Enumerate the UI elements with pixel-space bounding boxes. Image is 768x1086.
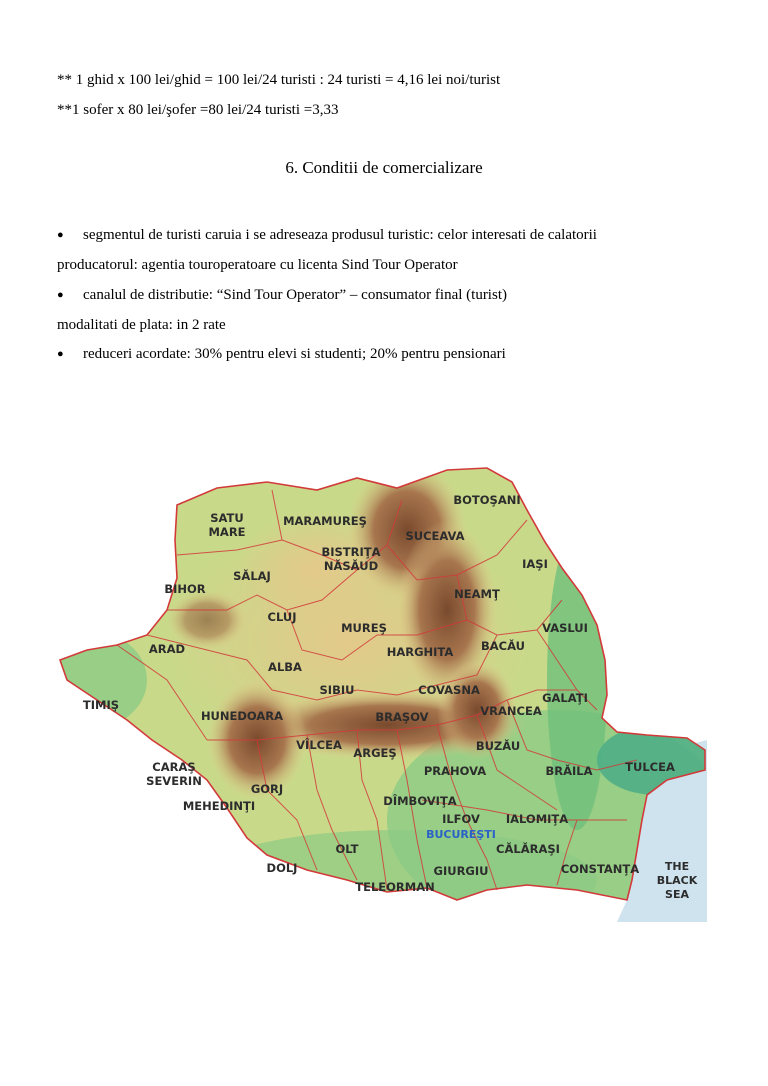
county-label-brasov: BRAŞOV: [375, 710, 429, 724]
county-label-gorj: GORJ: [250, 782, 284, 796]
calc-driver-line: **1 sofer x 80 lei/şofer =80 lei/24 turisti =3,33: [57, 102, 339, 118]
sea-label-3: SEA: [665, 888, 689, 901]
list-item-discounts: reduceri acordate: 30% pentru elevi si studenti; 20% pentru pensionari: [83, 346, 506, 362]
county-label-covasna: COVASNA: [418, 683, 480, 697]
county-label-calarasi: CĂLĂRAŞI: [496, 842, 560, 856]
county-label-mures: MUREŞ: [341, 621, 387, 635]
county-label-satu-mare-2: MARE: [208, 525, 246, 539]
county-label-botosani: BOTOŞANI: [453, 493, 521, 507]
county-label-braila: BRĂILA: [545, 764, 593, 778]
county-label-bistrita-1: BISTRIŢA: [321, 545, 381, 559]
county-label-arad: ARAD: [148, 642, 186, 656]
county-label-buzau: BUZĂU: [475, 739, 521, 753]
county-label-prahova: PRAHOVA: [423, 764, 487, 778]
county-label-alba: ALBA: [268, 660, 302, 674]
county-label-bihor: BIHOR: [164, 582, 206, 596]
county-label-mehedinti: MEHEDINŢI: [182, 799, 256, 813]
county-label-bacau: BACĂU: [481, 639, 525, 653]
county-label-satu-mare-1: SATU: [210, 511, 244, 525]
sea-label-2: BLACK: [656, 874, 698, 887]
county-label-constanta: CONSTANŢA: [560, 862, 640, 876]
list-item-payment: modalitati de plata: in 2 rate: [57, 317, 226, 333]
county-label-tulcea: TULCEA: [625, 760, 675, 774]
county-label-giurgiu: GIURGIU: [433, 864, 489, 878]
sea-label-1: THE: [664, 860, 690, 873]
county-label-teleorman: TELEORMAN: [355, 880, 435, 894]
section-title: 6. Conditii de comercializare: [285, 158, 483, 177]
county-label-bistrita-2: NĂSĂUD: [323, 559, 379, 573]
county-label-caras-2: SEVERIN: [146, 774, 202, 788]
county-label-neamt: NEAMŢ: [454, 587, 500, 601]
county-label-harghita: HARGHITA: [386, 645, 454, 659]
county-label-salaj: SĂLAJ: [233, 569, 271, 583]
calc-guide-line: ** 1 ghid x 100 lei/ghid = 100 lei/24 turisti : 24 turisti = 4,16 lei noi/turist: [57, 72, 501, 88]
county-label-arges: ARGEŞ: [353, 746, 397, 760]
county-label-vaslui: VASLUI: [542, 621, 588, 635]
bullet-icon: ●: [57, 229, 64, 241]
county-label-maramures: MARAMUREŞ: [283, 514, 367, 528]
bullet-icon: ●: [57, 289, 64, 301]
county-label-dolj: DOLJ: [266, 861, 298, 875]
county-label-suceava: SUCEAVA: [405, 529, 465, 543]
county-label-olt: OLT: [335, 842, 359, 856]
bullet-icon: ●: [57, 348, 64, 360]
county-label-timis: TIMIŞ: [82, 698, 120, 712]
county-label-sibiu: SIBIU: [319, 683, 355, 697]
romania-relief-map: [57, 460, 707, 922]
county-label-galati: GALAŢI: [542, 691, 588, 705]
list-item-segment: segmentul de turisti caruia i se adreseaza produsul turistic: celor interesati de calatorii: [83, 227, 597, 243]
county-label-iasi: IAŞI: [522, 557, 548, 571]
county-label-vrancea: VRANCEA: [480, 704, 542, 718]
list-item-producer: producatorul: agentia touroperatoare cu licenta Sind Tour Operator: [57, 257, 458, 273]
list-item-distribution: canalul de distributie: “Sind Tour Operator” – consumator final (turist): [83, 287, 507, 303]
county-label-valcea: VÎLCEA: [296, 738, 342, 752]
county-label-caras-1: CARAŞ: [152, 760, 196, 774]
county-label-dambovita: DÎMBOVIŢA: [383, 794, 457, 808]
county-label-hunedoara: HUNEDOARA: [200, 709, 284, 723]
county-label-cluj: CLUJ: [267, 610, 297, 624]
county-label-ilfov: ILFOV: [442, 812, 480, 826]
county-label-ialomita: IALOMIŢA: [505, 812, 569, 826]
capital-label-bucuresti: BUCUREŞTI: [426, 828, 496, 841]
